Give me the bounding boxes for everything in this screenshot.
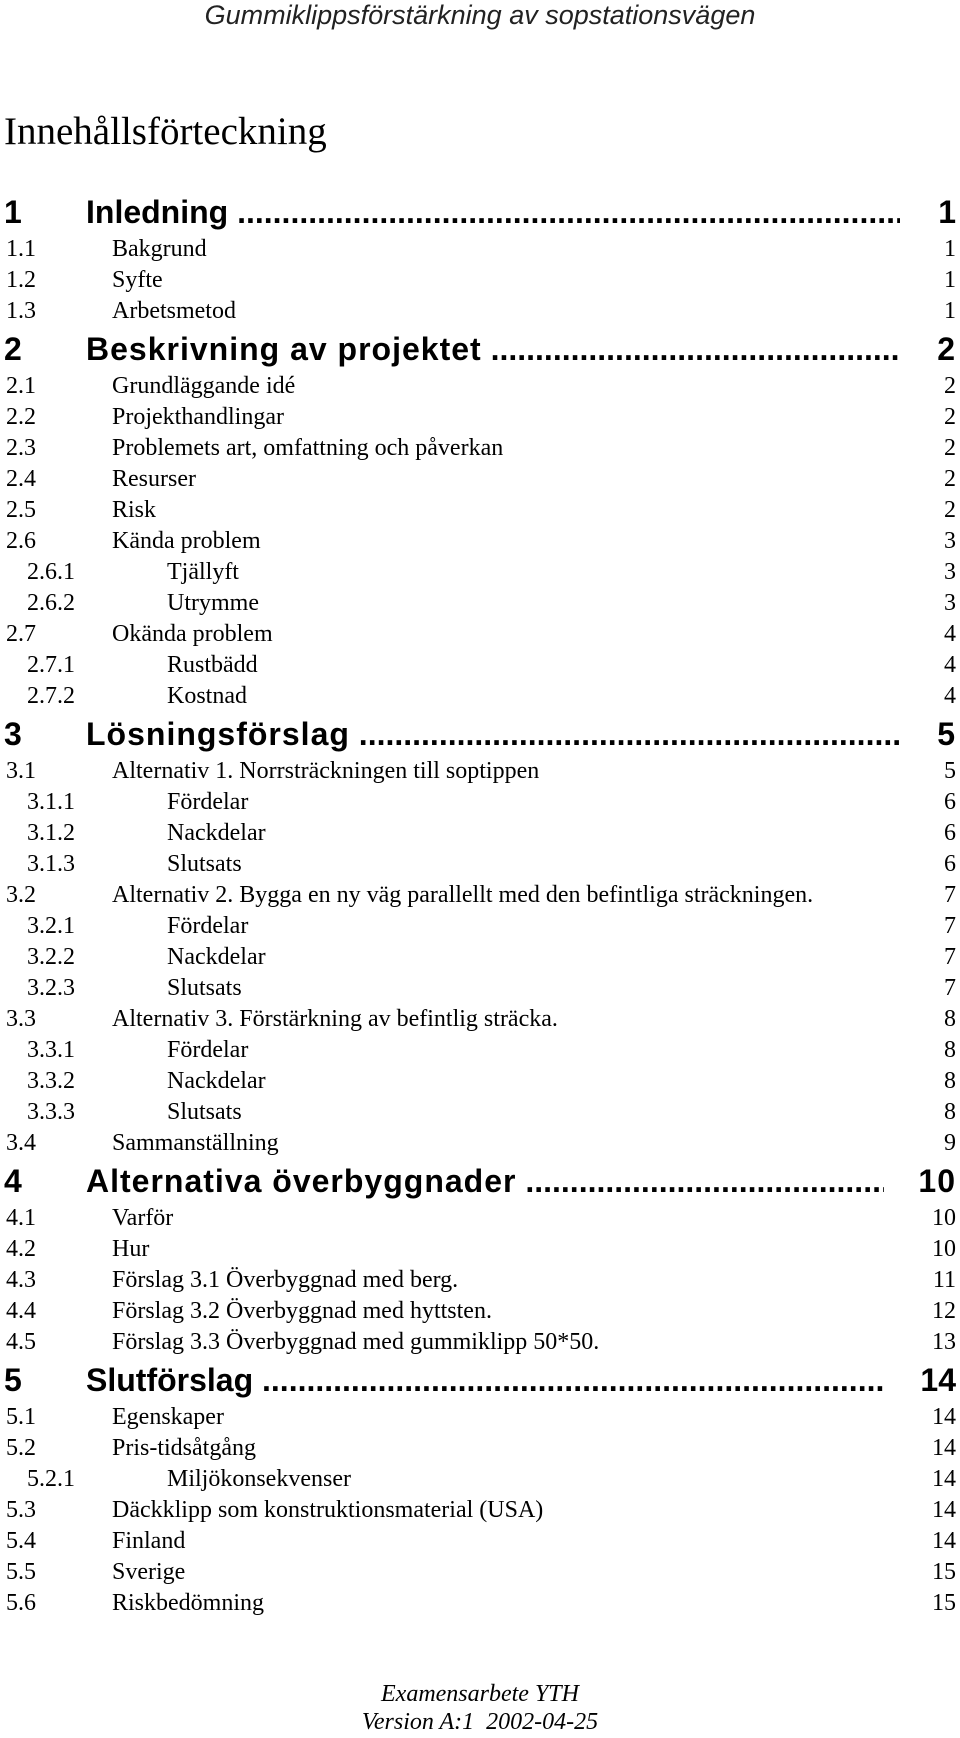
toc-number: 4.5 (6, 1329, 36, 1355)
toc-title: Sammanställning (112, 1130, 279, 1156)
toc-number: 2.3 (6, 435, 36, 461)
toc-entry-2-4[interactable] (0, 464, 960, 495)
toc-page: 11 (932, 1267, 956, 1293)
toc-title: Alternativa överbyggnader ..... (86, 1159, 884, 1203)
toc-page: 9 (944, 1130, 956, 1156)
toc-entry-3-4[interactable] (0, 1128, 960, 1159)
toc-entry-3-2-1[interactable] (0, 911, 960, 942)
toc-page: 2 (944, 497, 956, 523)
toc-page: 5 (937, 716, 956, 752)
toc-entry-3-1-1[interactable] (0, 787, 960, 818)
toc-page: 12 (932, 1298, 956, 1324)
toc-number: 3.2 (6, 882, 36, 908)
toc-number: 1.3 (6, 298, 36, 324)
toc-number: 2.5 (6, 497, 36, 523)
toc-entry-3-2-2[interactable] (0, 942, 960, 973)
toc-entry-3-3-3[interactable] (0, 1097, 960, 1128)
footer-line-2: Version A:1 2002-04-25 (361, 1709, 599, 1735)
toc-title: Resurser (112, 466, 196, 492)
toc-number: 2.4 (6, 466, 36, 492)
toc-entry-3-3-2[interactable] (0, 1066, 960, 1097)
toc-page: 6 (944, 851, 956, 877)
toc-title: Alternativ 2. Bygga en ny väg parallellt med den befintliga sträckningen. (112, 882, 814, 908)
toc-entry-3-1[interactable] (0, 756, 960, 787)
toc-page: 6 (944, 789, 956, 815)
toc-page: 2 (944, 373, 956, 399)
toc-title: Tjällyft (167, 559, 239, 585)
toc-title: Slutförslag ..... (86, 1358, 884, 1402)
toc-page: 14 (932, 1435, 956, 1461)
toc-title: Inledning ..... (86, 190, 900, 234)
toc-title: Förslag 3.2 Överbyggnad med hyttsten. (112, 1298, 492, 1324)
toc-page: 6 (944, 820, 956, 846)
table-of-contents (0, 190, 960, 1619)
toc-entry-2-7-1[interactable] (0, 650, 960, 681)
toc-number: 5.5 (6, 1559, 36, 1585)
toc-page: 8 (944, 1099, 956, 1125)
toc-entry-4[interactable] (0, 1159, 960, 1203)
toc-title: Projekthandlingar (112, 404, 284, 430)
toc-title: Slutsats (167, 1099, 242, 1125)
toc-number: 2.6 (6, 528, 36, 554)
toc-number: 5.4 (6, 1528, 36, 1554)
toc-title: Problemets art, omfattning och påverkan (112, 435, 504, 461)
toc-page: 2 (944, 404, 956, 430)
toc-number: 5.1 (6, 1404, 36, 1430)
toc-page: 8 (944, 1037, 956, 1063)
toc-page: 3 (944, 559, 956, 585)
toc-number: 3.1.3 (27, 851, 75, 877)
toc-title: Nackdelar (167, 944, 266, 970)
toc-number: 2.6.2 (27, 590, 75, 616)
toc-number: 4.3 (6, 1267, 36, 1293)
toc-number: 4.1 (6, 1205, 36, 1231)
toc-number: 5.6 (6, 1590, 36, 1616)
toc-title: Okända problem (112, 621, 273, 647)
toc-title: Däckklipp som konstruktionsmaterial (USA) (112, 1497, 544, 1523)
toc-number: 3.2.3 (27, 975, 75, 1001)
toc-number: 1.1 (6, 236, 36, 262)
toc-heading: Innehållsförteckning (4, 110, 327, 153)
toc-entry-1[interactable] (0, 190, 960, 234)
toc-number: 3.3.2 (27, 1068, 75, 1094)
toc-title: Nackdelar (167, 1068, 266, 1094)
toc-number: 3.2.1 (27, 913, 75, 939)
toc-entry-2-6-2[interactable] (0, 588, 960, 619)
toc-page: 7 (944, 913, 956, 939)
toc-title: Fördelar (167, 1037, 249, 1063)
toc-entry-5-2-1[interactable] (0, 1464, 960, 1495)
toc-title: Kostnad (167, 683, 247, 709)
page-header: Gummiklippsförstärkning av sopstationsvägen (204, 0, 756, 30)
toc-title: Slutsats (167, 975, 242, 1001)
toc-number: 5.2 (6, 1435, 36, 1461)
toc-page: 5 (944, 758, 956, 784)
toc-entry-1-1[interactable] (0, 234, 960, 265)
toc-number: 5.3 (6, 1497, 36, 1523)
toc-entry-4-2[interactable] (0, 1234, 960, 1265)
toc-title: Alternativ 3. Förstärkning av befintlig sträcka. (112, 1006, 558, 1032)
toc-entry-5-6[interactable] (0, 1588, 960, 1619)
toc-entry-1-2[interactable] (0, 265, 960, 296)
toc-title: Slutsats (167, 851, 242, 877)
toc-title: Rustbädd (167, 652, 258, 678)
toc-title: Fördelar (167, 913, 249, 939)
toc-page: 14 (932, 1497, 956, 1523)
toc-title: Lösningsförslag ..... (86, 712, 900, 756)
toc-number: 3.1.1 (27, 789, 75, 815)
toc-title: Förslag 3.3 Överbyggnad med gummiklipp 50*50. (112, 1329, 600, 1355)
toc-entry-2-2[interactable] (0, 402, 960, 433)
toc-title: Egenskaper (112, 1404, 224, 1430)
toc-number: 4 (4, 1163, 23, 1199)
toc-page: 14 (932, 1466, 956, 1492)
toc-title: Nackdelar (167, 820, 266, 846)
toc-title: Risk (112, 497, 157, 523)
footer-line-1: Examensarbete YTH (381, 1681, 579, 1707)
toc-title: Kända problem (112, 528, 261, 554)
toc-number: 2.7.2 (27, 683, 75, 709)
toc-page: 4 (944, 652, 956, 678)
toc-entry-3-3-1[interactable] (0, 1035, 960, 1066)
toc-entry-5[interactable] (0, 1358, 960, 1402)
toc-number: 3 (4, 716, 23, 752)
toc-entry-5-4[interactable] (0, 1526, 960, 1557)
toc-number: 3.3.3 (27, 1099, 75, 1125)
toc-entry-2-1[interactable] (0, 371, 960, 402)
toc-entry-1-3[interactable] (0, 296, 960, 327)
toc-page: 15 (932, 1559, 956, 1585)
toc-entry-2-6-1[interactable] (0, 557, 960, 588)
toc-number: 2.2 (6, 404, 36, 430)
toc-page: 1 (944, 236, 956, 262)
toc-entry-4-3[interactable] (0, 1265, 960, 1296)
toc-page: 3 (944, 528, 956, 554)
toc-number: 5.2.1 (27, 1466, 75, 1492)
toc-title: Varför (112, 1205, 174, 1231)
toc-entry-5-3[interactable] (0, 1495, 960, 1526)
toc-number: 3.1 (6, 758, 36, 784)
toc-number: 3.1.2 (27, 820, 75, 846)
toc-entry-2[interactable] (0, 327, 960, 371)
toc-page: 10 (932, 1205, 956, 1231)
toc-page: 1 (938, 194, 956, 230)
toc-number: 3.4 (6, 1130, 36, 1156)
toc-entry-5-1[interactable] (0, 1402, 960, 1433)
toc-page: 14 (932, 1404, 956, 1430)
toc-page: 8 (944, 1006, 956, 1032)
toc-number: 2.7.1 (27, 652, 75, 678)
toc-number: 3.2.2 (27, 944, 75, 970)
toc-page: 3 (944, 590, 956, 616)
toc-entry-3-1-2[interactable] (0, 818, 960, 849)
toc-title: Förslag 3.1 Överbyggnad med berg. (112, 1267, 459, 1293)
toc-number: 2.7 (6, 621, 36, 647)
toc-page: 7 (944, 975, 956, 1001)
toc-title: Utrymme (167, 590, 259, 616)
toc-title: Beskrivning av projektet ..... (86, 327, 900, 371)
toc-title: Miljökonsekvenser (167, 1466, 351, 1492)
toc-title: Arbetsmetod (112, 298, 236, 324)
toc-title: Alternativ 1. Norrsträckningen till soptippen (112, 758, 540, 784)
toc-entry-2-5[interactable] (0, 495, 960, 526)
toc-number: 3.3.1 (27, 1037, 75, 1063)
toc-page: 4 (944, 621, 956, 647)
toc-entry-4-1[interactable] (0, 1203, 960, 1234)
toc-page: 7 (944, 882, 956, 908)
toc-number: 2.1 (6, 373, 36, 399)
toc-page: 10 (932, 1236, 956, 1262)
toc-entry-3[interactable] (0, 712, 960, 756)
toc-entry-3-3[interactable] (0, 1004, 960, 1035)
toc-entry-5-2[interactable] (0, 1433, 960, 1464)
toc-title: Finland (112, 1528, 186, 1554)
toc-page: 14 (920, 1362, 956, 1398)
toc-entry-2-7-2[interactable] (0, 681, 960, 712)
toc-number: 5 (4, 1362, 22, 1398)
toc-title: Sverige (112, 1559, 186, 1585)
toc-number: 2 (4, 331, 23, 367)
toc-page: 4 (944, 683, 956, 709)
toc-title: Riskbedömning (112, 1590, 265, 1616)
toc-number: 3.3 (6, 1006, 36, 1032)
toc-page: 7 (944, 944, 956, 970)
toc-number: 2.6.1 (27, 559, 75, 585)
toc-page: 10 (918, 1163, 956, 1199)
toc-entry-5-5[interactable] (0, 1557, 960, 1588)
toc-entry-2-3[interactable] (0, 433, 960, 464)
toc-entry-3-2[interactable] (0, 880, 960, 911)
toc-entry-4-4[interactable] (0, 1296, 960, 1327)
toc-number: 1.2 (6, 267, 36, 293)
toc-page: 1 (944, 298, 956, 324)
toc-page: 15 (932, 1590, 956, 1616)
toc-number: 1 (4, 194, 22, 230)
toc-page: 2 (944, 466, 956, 492)
toc-number: 4.4 (6, 1298, 36, 1324)
toc-page: 1 (944, 267, 956, 293)
toc-entry-4-5[interactable] (0, 1327, 960, 1358)
toc-page: 2 (937, 331, 956, 367)
toc-entry-2-7[interactable] (0, 619, 960, 650)
toc-page: 13 (932, 1329, 956, 1355)
toc-title: Bakgrund (112, 236, 207, 262)
toc-page: 2 (944, 435, 956, 461)
toc-title: Fördelar (167, 789, 249, 815)
toc-entry-3-2-3[interactable] (0, 973, 960, 1004)
toc-number: 4.2 (6, 1236, 36, 1262)
toc-title: Grundläggande idé (112, 373, 296, 399)
toc-title: Hur (112, 1236, 150, 1262)
toc-entry-3-1-3[interactable] (0, 849, 960, 880)
toc-entry-2-6[interactable] (0, 526, 960, 557)
toc-title: Syfte (112, 267, 163, 293)
toc-page: 14 (932, 1528, 956, 1554)
toc-page: 8 (944, 1068, 956, 1094)
toc-title: Pris-tidsåtgång (112, 1435, 256, 1461)
